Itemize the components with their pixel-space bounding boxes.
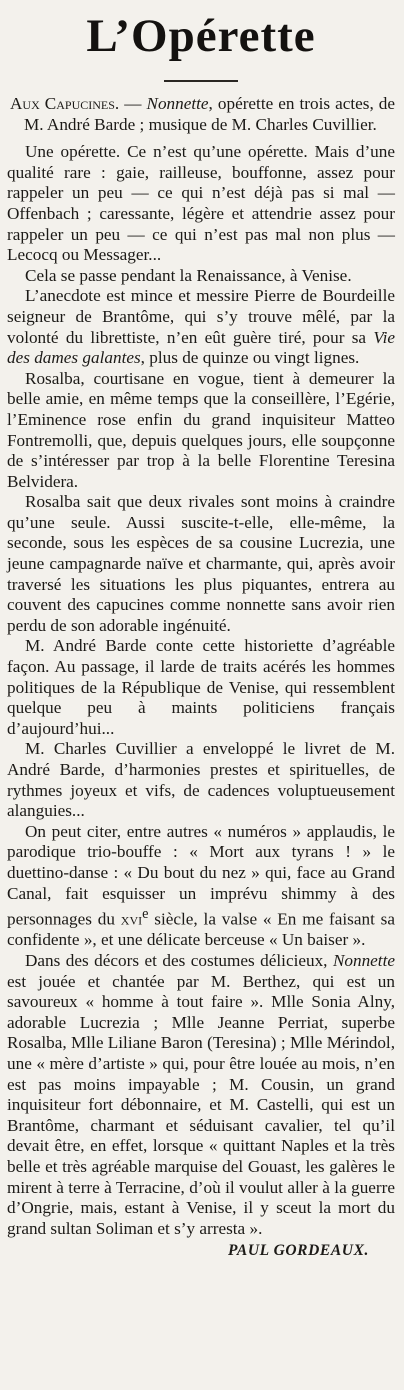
paragraph-6: M. André Barde conte cette historiette d’agréable façon. Au passage, il larde de traits acérés les hommes politiques de la République de Venise, qui ressemblent quelque peu à maints politiciens français d’aujourd’hui... [7,636,395,738]
paragraph-9-text: Dans des décors et des costumes délicieux, [25,951,333,971]
paragraph-3-end: , plus de quinze ou vingt lignes. [140,348,360,368]
paragraph-4: Rosalba, courtisane en vogue, tient à demeurer la belle amie, en même temps que la conseillère, l’Egérie, l’Eminence rose enfin du grand inquisiteur Matteo Fontremolli, que, depuis quelques jours, elle soupçonne de s’intéresser par trop à la belle Florentine Teresina Belvidera. [7,368,395,491]
paragraph-9-end: est jouée et chantée par M. Berthez, qui est un savoureux « homme à tout faire ». Mlle Sonia Alny, adorable Lucrezia ; Mlle Jeanne Perriat, superbe Rosalba, Mlle Liliane Baron (Teresina) ; Mlle Mérindol, une « mère d’artiste » qui, pour être louée au mois, n’en est pas moins impayable ; M. Cousin, un grand inquisiteur fort débonnaire, et M. Castelli, qui est un Brantôme, charmant et séduisant cavalier, tel qu’il devait être, en effet, lorsque « quittant Naples et la très belle et très agréable marquise del Gouast, les galères le mirent à terre à Terracine, d’où il voulut aller à la guerre d’Ongrie, mais, estant à Venise, il y sceut la mort du grand sultan Soliman et s’y arresta ». [7,971,395,1238]
paragraph-9 [7,951,395,1239]
century-suffix: e [142,906,149,923]
century-numeral: xvi [120,909,143,929]
paragraph-8-end: siècle, la valse « En me faisant sa confidente », et une délicate berceuse « Un baiser ». [7,909,395,950]
title-rule [164,80,238,82]
show-title: Nonnette [332,951,395,971]
lead-rest: , opérette en trois actes, de M. André Barde ; musique de M. Charles Cuvillier. [24,94,396,134]
author-signature: PAUL GORDEAUX. [227,1242,369,1260]
paragraph-5: Rosalba sait que deux rivales sont moins à craindre qu’une seule. Aussi suscite-t-elle, elle-même, la seconde, sous les espèces de sa cousine Lucrezia, une jeune campagnarde naïve et charmante, qui, après avoir traversé les situations les plus piquantes, entrera au couvent des capucines comme nonnette sans avoir rien perdu de son adorable ingénuité. [7,492,395,635]
paragraph-8 [7,822,395,951]
book-title: Vie des dames galantes [7,327,395,368]
lead-paragraph [7,94,395,135]
paragraph-3-text: L’anecdote est mince et messire Pierre de Bourdeille seigneur de Brantôme, qui s’y trouve mêlé, par la volonté du librettiste, n’en eût guère tiré, pour sa [7,286,395,347]
lead-venue: Aux Capucines. [10,94,120,113]
paragraph-7: M. Charles Cuvillier a enveloppé le livret de M. André Barde, d’harmonies prestes et spirituelles, de rythmes joyeux et vifs, de cadences voluptueusement alanguies... [7,739,395,821]
lead-title: Nonnette [146,94,209,113]
headline: L’Opérette [86,10,316,62]
article-body [7,94,395,1239]
paragraph-3 [7,286,395,368]
lead-dash: — [119,94,147,113]
paragraph-1: Une opérette. Ce n’est qu’une opérette. Mais d’une qualité rare : gaie, railleuse, bouffonne, assez pour rappeler un peu — ce qui n’est déjà pas si mal — Offenbach ; caressante, légère et attendrie assez pour rappeler un peu — ce qui n’est pas mal non plus — Lecocq ou Messager... [7,142,395,265]
paragraph-2: Cela se passe pendant la Renaissance, à Venise. [25,265,352,285]
paragraph-8-text: On peut citer, entre autres « numéros » applaudis, le parodique trio-bouffe : « Mort aux tyrans ! » le duettino-danse : « Du bout du nez » qui, face au Grand Canal, fait esquisser un imprévu shimmy à des personnages du [7,821,395,929]
